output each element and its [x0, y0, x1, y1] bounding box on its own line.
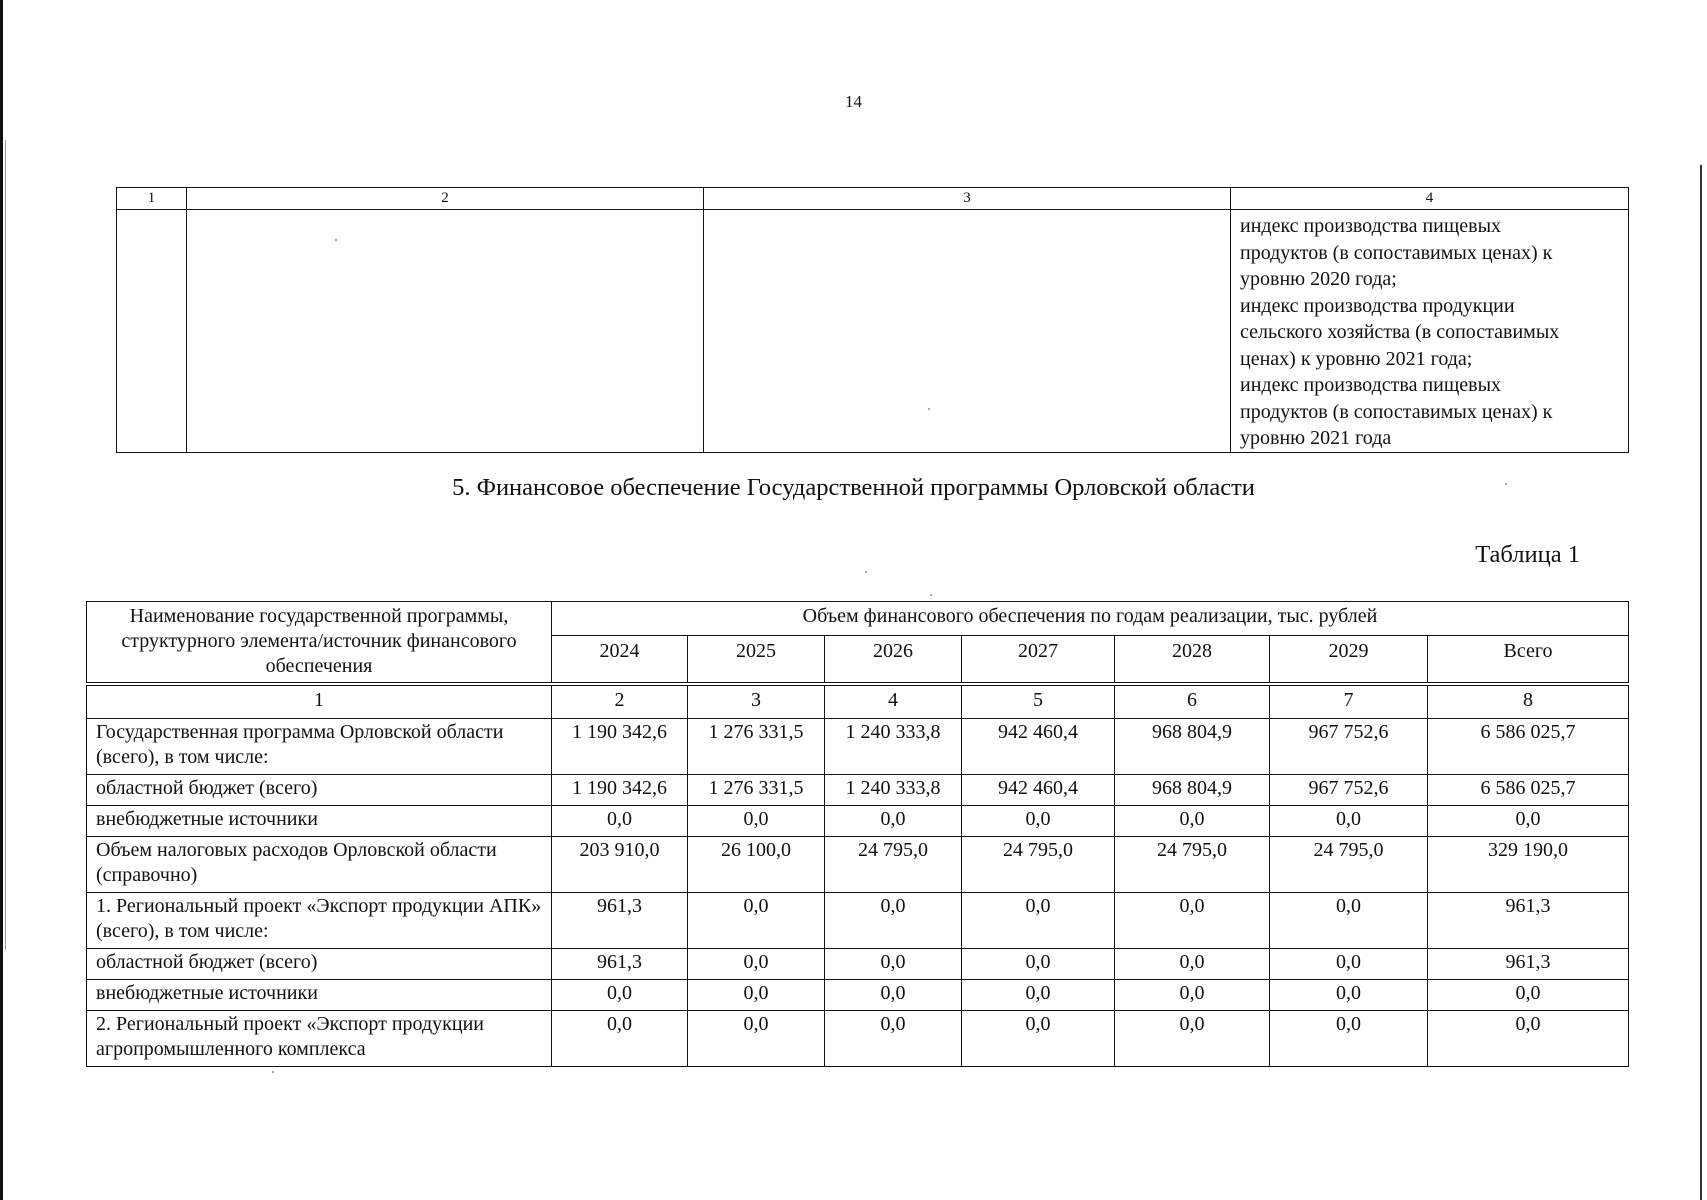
column-number: 1 [117, 188, 187, 210]
year-value-cell: 0,0 [825, 806, 962, 837]
year-value-cell: 961,3 [552, 893, 688, 949]
finance-table [86, 601, 1629, 1067]
year-value-cell: 0,0 [1115, 980, 1270, 1011]
year-value-cell: 26 100,0 [688, 837, 825, 893]
year-value-cell: 0,0 [825, 980, 962, 1011]
year-header: 2024 [552, 636, 688, 683]
year-value-cell: 0,0 [1115, 893, 1270, 949]
table-cell-empty [704, 210, 1231, 453]
year-value-cell: 0,0 [688, 893, 825, 949]
row-label: 2. Региональный проект «Экспорт продукции агропромышленного комплекса [87, 1011, 552, 1067]
scan-border-right [1700, 165, 1702, 1200]
table-row [87, 893, 1629, 949]
year-header: 2025 [688, 636, 825, 683]
column-number: 1 [87, 686, 552, 719]
year-value-cell: 0,0 [962, 1011, 1115, 1067]
year-header: 2028 [1115, 636, 1270, 683]
year-value-cell: 0,0 [688, 1011, 825, 1067]
table-row [87, 949, 1629, 980]
column-number: 4 [1231, 188, 1629, 210]
column-numbers-row [87, 686, 1629, 719]
row-label: внебюджетные источники [87, 806, 552, 837]
year-value-cell: 961,3 [552, 949, 688, 980]
column-number: 3 [688, 686, 825, 719]
year-value-cell: 0,0 [1115, 1011, 1270, 1067]
year-header: 2027 [962, 636, 1115, 683]
row-label: внебюджетные источники [87, 980, 552, 1011]
page-number: 14 [845, 92, 862, 111]
total-value-cell: 961,3 [1428, 949, 1629, 980]
year-header: 2029 [1270, 636, 1428, 683]
table-row [87, 837, 1629, 893]
scan-speck [930, 594, 932, 596]
column-number: 6 [1115, 686, 1270, 719]
year-header: 2026 [825, 636, 962, 683]
year-value-cell: 0,0 [688, 980, 825, 1011]
table-row [87, 1011, 1629, 1067]
total-value-cell: 6 586 025,7 [1428, 719, 1629, 775]
year-value-cell: 1 240 333,8 [825, 775, 962, 806]
year-value-cell: 968 804,9 [1115, 775, 1270, 806]
year-value-cell: 0,0 [1270, 893, 1428, 949]
table-caption: Таблица 1 [1475, 541, 1580, 568]
year-value-cell: 24 795,0 [1270, 837, 1428, 893]
year-value-cell: 967 752,6 [1270, 719, 1428, 775]
year-value-cell: 0,0 [1270, 806, 1428, 837]
scan-speck [272, 1071, 274, 1073]
continuation-table [116, 187, 1629, 453]
finance-table-header-row [87, 602, 1629, 636]
column-number: 4 [825, 686, 962, 719]
section-heading: 5. Финансовое обеспечение Государственной программы Орловской области [452, 474, 1255, 501]
total-value-cell: 0,0 [1428, 1011, 1629, 1067]
year-value-cell: 0,0 [552, 980, 688, 1011]
table-row [87, 980, 1629, 1011]
year-value-cell: 968 804,9 [1115, 719, 1270, 775]
row-label: Объем налоговых расходов Орловской области (справочно) [87, 837, 552, 893]
row-label: областной бюджет (всего) [87, 949, 552, 980]
continuation-table-header-row [117, 188, 1629, 210]
year-value-cell: 1 190 342,6 [552, 775, 688, 806]
column-number: 2 [187, 188, 704, 210]
year-value-cell: 1 276 331,5 [688, 775, 825, 806]
year-value-cell: 24 795,0 [1115, 837, 1270, 893]
year-value-cell: 0,0 [825, 893, 962, 949]
scan-speck [928, 408, 930, 410]
year-value-cell: 24 795,0 [825, 837, 962, 893]
finance-table-body [87, 719, 1629, 1067]
year-value-cell: 0,0 [688, 949, 825, 980]
year-value-cell: 0,0 [962, 980, 1115, 1011]
indicator-text: индекс производства пищевых продуктов (в сопоставимых ценах) к уровню 2020 года; индекс производства продукции сельского хозяйства (в сопоставимых ценах) к уровню 2021 года; индекс производства пищевых продуктов (в сопоставимых ценах) к уровню 2021 года [1240, 215, 1560, 449]
year-value-cell: 203 910,0 [552, 837, 688, 893]
row-label: областной бюджет (всего) [87, 775, 552, 806]
column-number: 8 [1428, 686, 1629, 719]
scan-border-left [0, 0, 3, 1200]
scan-speck [335, 239, 337, 241]
total-value-cell: 6 586 025,7 [1428, 775, 1629, 806]
table-cell-empty [187, 210, 704, 453]
funding-group-header: Объем финансового обеспечения по годам реализации, тыс. рублей [552, 602, 1629, 636]
year-value-cell: 0,0 [962, 806, 1115, 837]
indicator-cell [1231, 210, 1629, 453]
year-value-cell: 1 240 333,8 [825, 719, 962, 775]
year-value-cell: 0,0 [1270, 980, 1428, 1011]
scan-border-left-faint [5, 140, 6, 950]
scan-speck [1505, 483, 1507, 485]
year-value-cell: 967 752,6 [1270, 775, 1428, 806]
row-label: 1. Региональный проект «Экспорт продукции АПК» (всего), в том числе: [87, 893, 552, 949]
scan-speck [865, 571, 867, 573]
year-value-cell: 0,0 [1115, 949, 1270, 980]
column-number: 2 [552, 686, 688, 719]
year-value-cell: 1 276 331,5 [688, 719, 825, 775]
year-value-cell: 0,0 [552, 1011, 688, 1067]
year-value-cell: 0,0 [688, 806, 825, 837]
name-column-header: Наименование государственной программы, структурного элемента/источник финансового обеспечения [87, 602, 552, 683]
year-value-cell: 24 795,0 [962, 837, 1115, 893]
table-row [87, 806, 1629, 837]
year-value-cell: 0,0 [962, 893, 1115, 949]
year-value-cell: 0,0 [825, 1011, 962, 1067]
total-header: Всего [1428, 636, 1629, 683]
table-row [87, 719, 1629, 775]
year-value-cell: 0,0 [825, 949, 962, 980]
table-cell-empty [117, 210, 187, 453]
year-value-cell: 1 190 342,6 [552, 719, 688, 775]
year-value-cell: 942 460,4 [962, 719, 1115, 775]
table-row [87, 775, 1629, 806]
year-value-cell: 0,0 [552, 806, 688, 837]
total-value-cell: 961,3 [1428, 893, 1629, 949]
year-value-cell: 0,0 [962, 949, 1115, 980]
column-number: 7 [1270, 686, 1428, 719]
year-value-cell: 942 460,4 [962, 775, 1115, 806]
row-label: Государственная программа Орловской области (всего), в том числе: [87, 719, 552, 775]
total-value-cell: 0,0 [1428, 980, 1629, 1011]
total-value-cell: 329 190,0 [1428, 837, 1629, 893]
column-number: 3 [704, 188, 1231, 210]
continuation-table-row [117, 210, 1629, 453]
column-number: 5 [962, 686, 1115, 719]
year-value-cell: 0,0 [1270, 1011, 1428, 1067]
year-value-cell: 0,0 [1270, 949, 1428, 980]
year-value-cell: 0,0 [1115, 806, 1270, 837]
total-value-cell: 0,0 [1428, 806, 1629, 837]
